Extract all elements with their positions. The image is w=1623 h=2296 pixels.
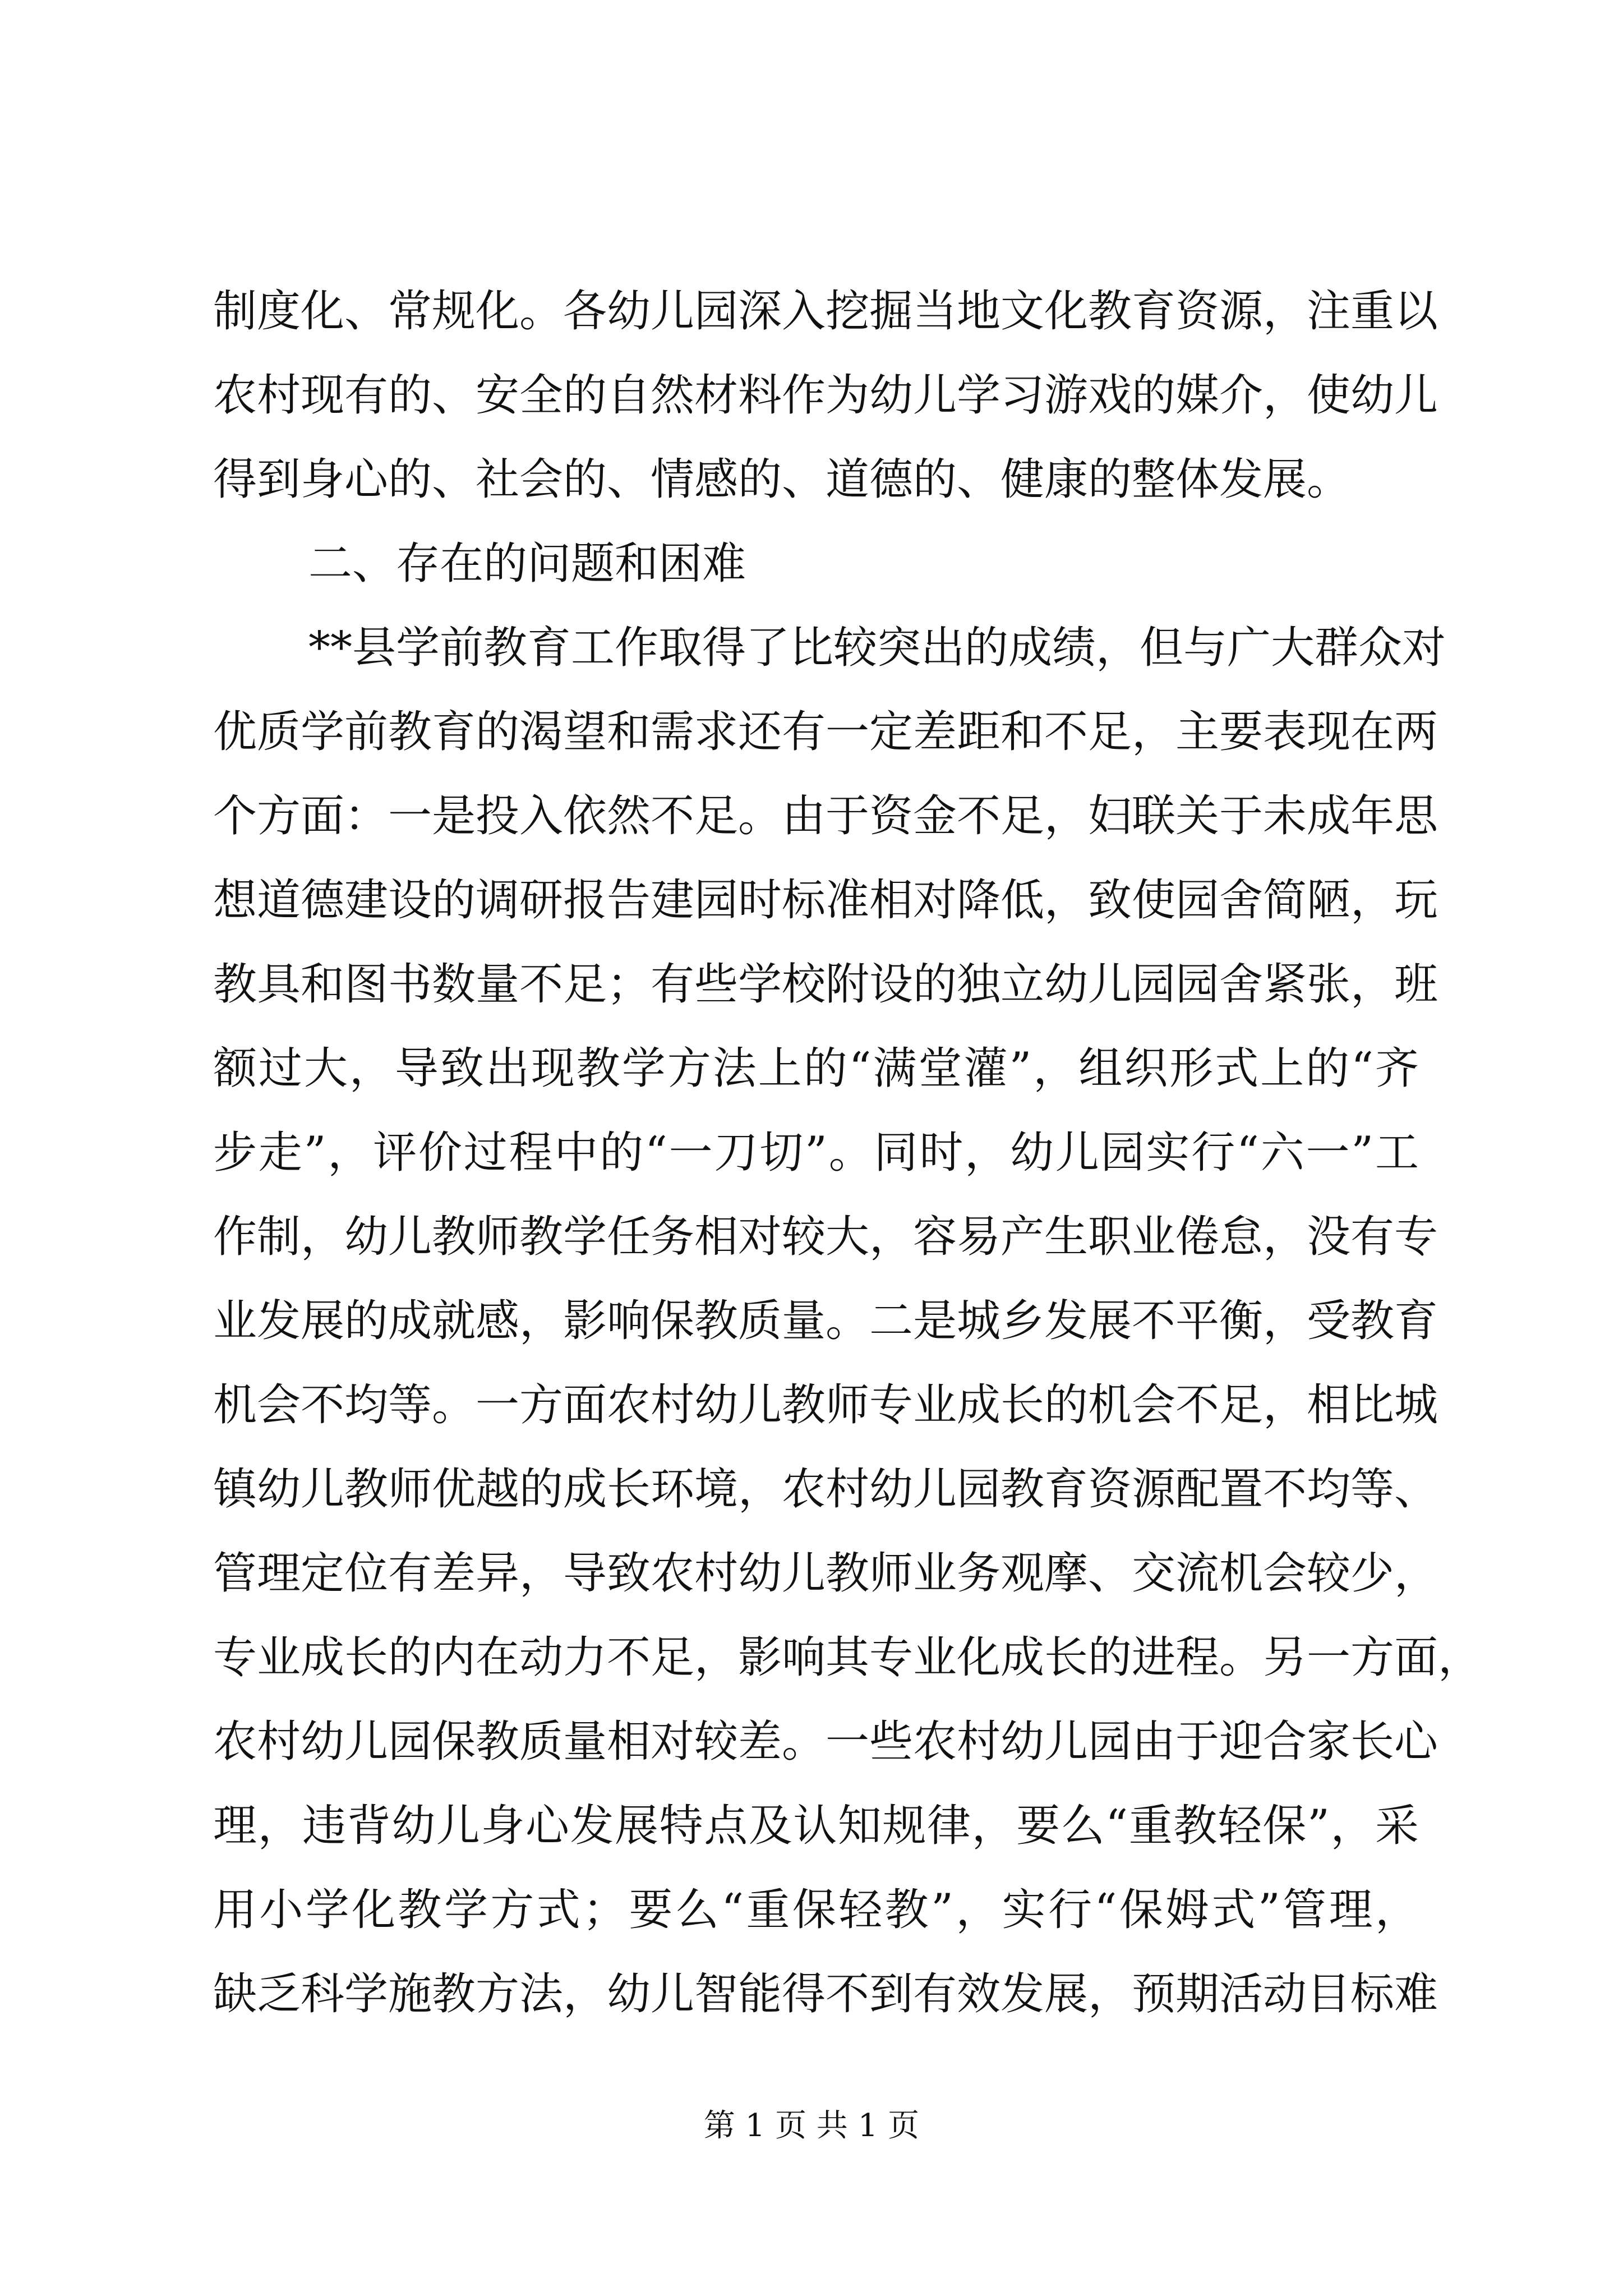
text-line: 机会不均等。一方面农村幼儿教师专业成长的机会不足，相比城 (213, 1380, 1438, 1430)
page-footer: 第 1 页 共 1 页 (703, 2108, 920, 2144)
document-body (213, 269, 1482, 2036)
text-line: 理，违背幼儿身心发展特点及认知规律，要么“重教轻保”，采 (213, 1801, 1419, 1851)
text-line: 专业成长的内在动力不足，影响其专业化成长的进程。另一方面， (213, 1632, 1482, 1683)
text-line: 用小学化教学方式；要么“重保轻教”，实行“保姆式”管理， (213, 1885, 1419, 1935)
text-line: 教具和图书数量不足；有些学校附设的独立幼儿园园舍紧张，班 (213, 959, 1438, 1010)
text-line: 额过大，导致出现教学方法上的“满堂灌”，组织形式上的“齐 (213, 1043, 1419, 1094)
text-line: 制度化、常规化。各幼儿园深入挖掘当地文化教育资源，注重以 (213, 286, 1438, 337)
text-line: 缺乏科学施教方法，幼儿智能得不到有效发展，预期活动目标难 (213, 1969, 1438, 2019)
text-line: 步走”，评价过程中的“一刀切”。同时，幼儿园实行“六一”工 (213, 1128, 1419, 1178)
section-heading: 二、存在的问题和困难 (308, 539, 746, 589)
text-line: 管理定位有差异，导致农村幼儿教师业务观摩、交流机会较少， (213, 1548, 1438, 1599)
text-line: 个方面：一是投入依然不足。由于资金不足，妇联关于未成年思 (213, 791, 1438, 841)
text-line: 作制，幼儿教师教学任务相对较大，容易产生职业倦怠，没有专 (213, 1212, 1438, 1262)
text-line: 镇幼儿教师优越的成长环境，农村幼儿园教育资源配置不均等、 (213, 1464, 1438, 1515)
text-line: 业发展的成就感，影响保教质量。二是城乡发展不平衡，受教育 (213, 1296, 1438, 1346)
paragraph-problems (213, 606, 1482, 2036)
text-line: 农村现有的、安全的自然材料作为幼儿学习游戏的媒介，使幼儿 (213, 370, 1438, 421)
text-line: 农村幼儿园保教质量相对较差。一些农村幼儿园由于迎合家长心 (213, 1717, 1438, 1767)
text-line: 优质学前教育的渴望和需求还有一定差距和不足，主要表现在两 (213, 707, 1438, 757)
text-line: **县学前教育工作取得了比较突出的成绩，但与广大群众对 (308, 623, 1446, 673)
paragraph-continued (213, 269, 1438, 522)
text-line: 得到身心的、社会的、情感的、道德的、健康的整体发展。 (213, 454, 1351, 505)
text-line: 想道德建设的调研报告建园时标准相对降低，致使园舍简陋，玩 (213, 875, 1438, 926)
